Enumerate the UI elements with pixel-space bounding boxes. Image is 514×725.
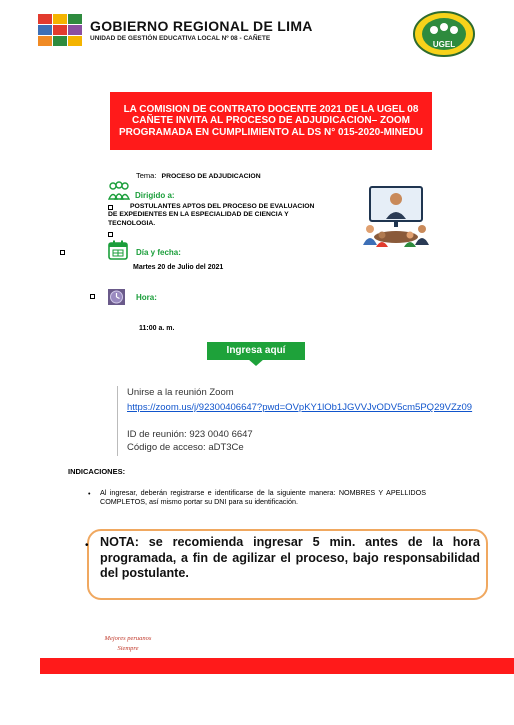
clock-icon: [108, 289, 125, 305]
footer-motto: [96, 634, 160, 654]
ingresa-arrow-icon: [248, 359, 264, 366]
bullet-dot-icon: •: [88, 489, 91, 498]
footer-red-bar: [40, 658, 514, 674]
zoom-meeting-link[interactable]: https://zoom.us/j/92300406647?pwd=OVpKY1lOb1JGVVJvODV5cm5PQ29VZz09: [127, 402, 473, 413]
tema-value: PROCESO DE ADJUDICACION: [161, 173, 261, 180]
dirigido-label: Dirigido a:: [135, 191, 175, 200]
bullet-box-icon: [108, 232, 113, 237]
nota-text: NOTA: se recomienda ingresar 5 min. antes de la hora programada, a fin de agilizar el proceso, bajo responsabilidad del postulante.: [100, 535, 480, 580]
video-meeting-illustration-icon: [358, 185, 434, 249]
header-subtitle: UNIDAD DE GESTIÓN EDUCATIVA LOCAL Nº 08 - CAÑETE: [90, 35, 271, 42]
fecha-value: Martes 20 de Julio del 2021: [133, 264, 224, 271]
calendar-icon: [108, 240, 128, 260]
seal-text: UGEL: [432, 40, 456, 49]
dirigido-value: POSTULANTES APTOS DEL PROCESO DE EVALUACION DE EXPEDIENTES EN LA ESPECIALIDAD DE CIENCIA Y TECNOLOGIA.: [108, 203, 315, 227]
indicaciones-heading: INDICACIONES:: [68, 467, 126, 476]
fecha-label: Día y fecha:: [136, 248, 181, 257]
ingresa-aqui-button[interactable]: Ingresa aquí: [207, 342, 305, 360]
tema-line: [136, 171, 261, 180]
hora-label: Hora:: [136, 293, 157, 302]
zoom-meeting-id: ID de reunión: 923 0040 6647: [127, 429, 253, 440]
bullet-box-icon: [60, 250, 65, 255]
motto-line-2: Siempre: [117, 645, 139, 652]
header-title: GOBIERNO REGIONAL DE LIMA: [90, 18, 313, 34]
people-group-icon: [108, 181, 130, 201]
zoom-passcode: Código de acceso: aDT3Ce: [127, 442, 244, 453]
hora-value: 11:00 a. m.: [139, 325, 175, 332]
motto-line-1: Mejores peruanos: [104, 635, 152, 642]
invitation-banner: LA COMISION DE CONTRATO DOCENTE 2021 DE LA UGEL 08 CAÑETE INVITA AL PROCESO DE ADJUDICACION– ZOOM PROGRAMADA EN CUMPLIMIENTO AL DS N° 015-2020-MINEDU: [110, 92, 432, 150]
ugel-seal-icon: [412, 10, 476, 58]
tema-label: Tema:: [136, 171, 157, 180]
bullet-box-icon: [90, 294, 95, 299]
zoom-join-text: Unirse a la reunión Zoom: [127, 387, 234, 398]
indicacion-item: Al ingresar, deberán registrarse e identificarse de la siguiente manera: NOMBRES Y APELLIDOS COMPLETOS, así mismo portar su DNI para su identificación.: [100, 488, 426, 506]
bullet-dot-icon: •: [85, 540, 89, 551]
zoom-divider: [117, 386, 118, 456]
gobierno-regional-logo-icon: [38, 14, 84, 46]
